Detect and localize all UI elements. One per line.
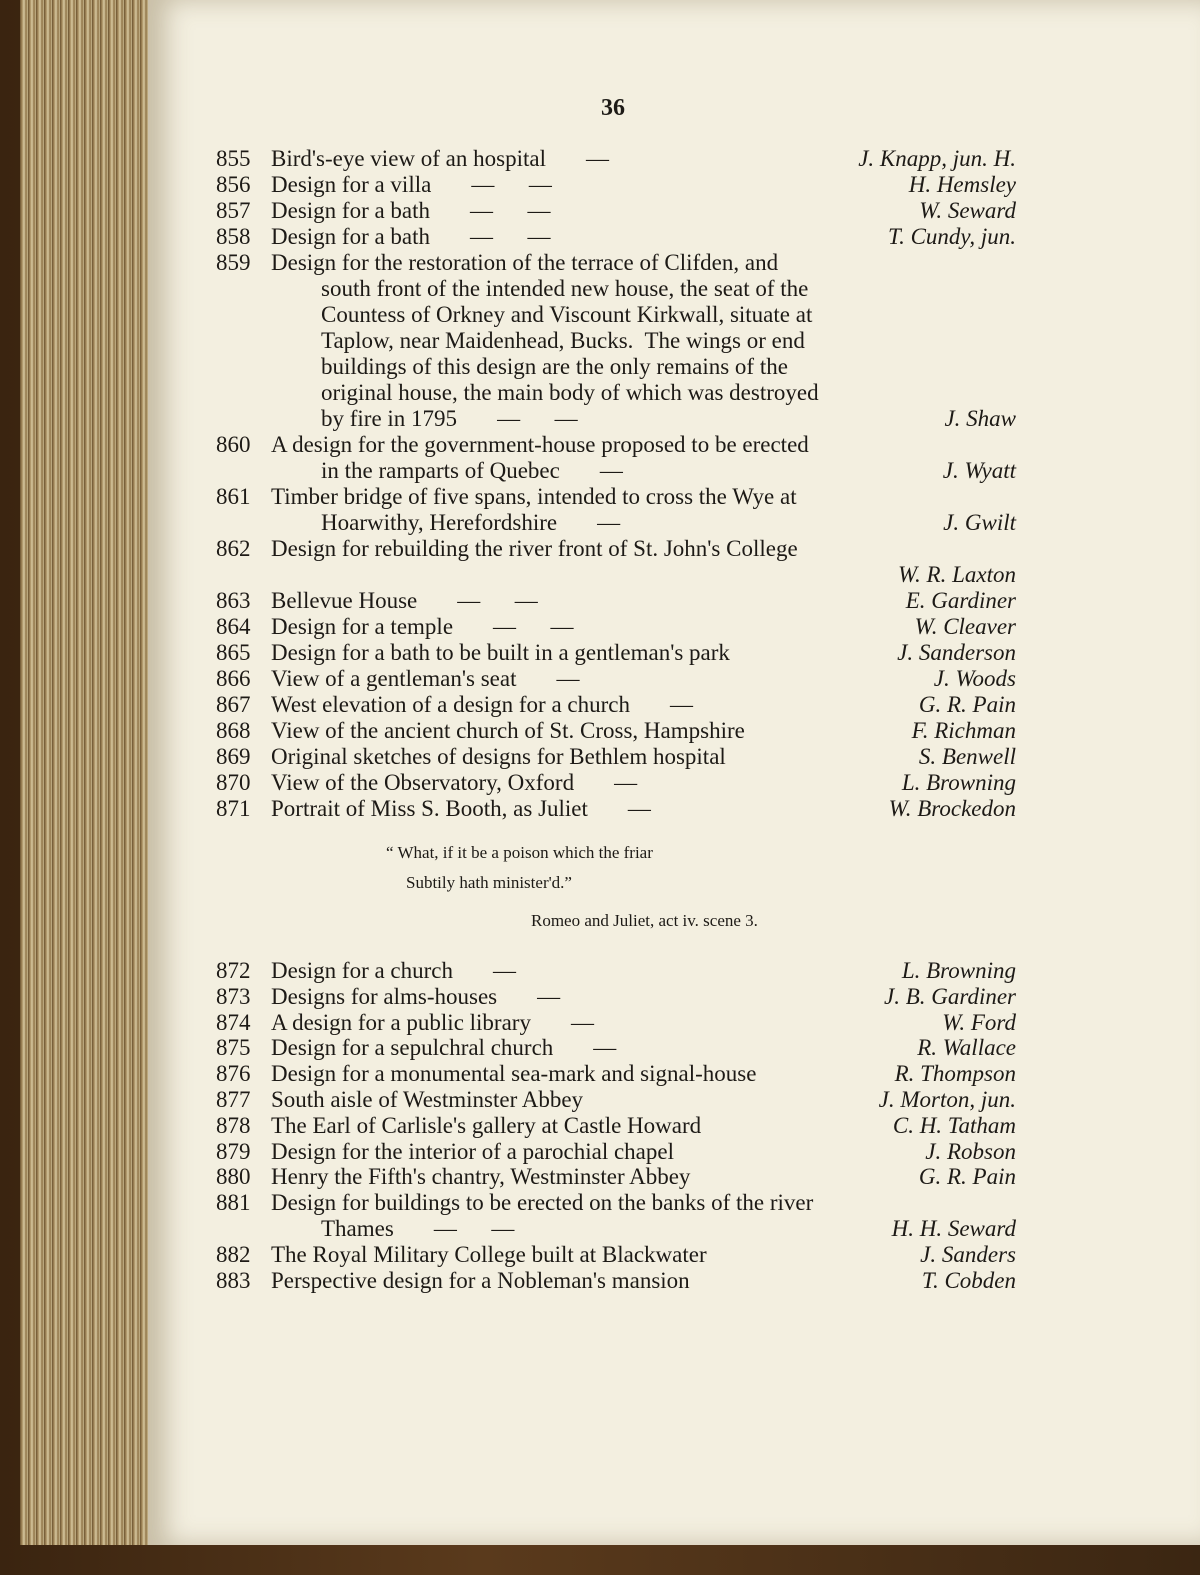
catalogue-entry xyxy=(216,1061,1016,1087)
entry-title: West elevation of a design for a church xyxy=(271,692,630,717)
entry-title-line xyxy=(216,1010,1016,1036)
entry-number: 873 xyxy=(216,983,251,1009)
entry-title-line xyxy=(216,198,1016,224)
entry-number: 864 xyxy=(216,614,251,639)
entry-title: Designs for alms-houses xyxy=(271,983,498,1009)
entry-title: Design for a bath xyxy=(271,224,431,249)
entry-title-line xyxy=(216,484,1016,510)
entry-title: Perspective design for a Nobleman's mansion xyxy=(271,1267,690,1293)
entry-author: G. R. Pain xyxy=(918,692,1016,717)
entry-title: Design for a church xyxy=(271,958,454,983)
entry-author: J. Morton, jun. xyxy=(878,1086,1016,1112)
entry-author: J. Shaw xyxy=(944,406,1016,431)
catalogue-entry xyxy=(216,770,1016,796)
dash-leader: — xyxy=(537,983,561,1009)
page-number: 36 xyxy=(601,95,625,121)
entry-number: 875 xyxy=(216,1035,251,1061)
entry-title: A design for the government-house proposed to be erected xyxy=(271,432,809,457)
entry-title: The Earl of Carlisle's gallery at Castle Howard xyxy=(271,1112,702,1138)
catalogue-entry xyxy=(216,718,1016,744)
entry-number: 881 xyxy=(216,1190,251,1216)
dash-leader: — — xyxy=(470,224,551,249)
dash-leader: — xyxy=(493,958,517,983)
entry-number: 855 xyxy=(216,146,251,171)
entry-author: J. Wyatt xyxy=(942,458,1016,483)
entry-title: original house, the main body of which was destroyed xyxy=(321,380,819,405)
catalogue-entry xyxy=(216,1164,1016,1190)
entry-title: Design for a villa xyxy=(271,172,432,197)
catalogue-entry xyxy=(216,1010,1016,1036)
catalogue-entry xyxy=(216,484,1016,536)
entry-author: J. Knapp, jun. H. xyxy=(858,146,1016,171)
catalogue-entry xyxy=(216,224,1016,250)
entry-title-line xyxy=(216,614,1016,640)
entry-title-line xyxy=(216,1242,1016,1268)
entry-title: Design for the interior of a parochial chapel xyxy=(271,1138,674,1164)
entry-title: Design for buildings to be erected on the banks of the river xyxy=(271,1190,814,1216)
entry-title: Design for a bath to be built in a gentleman's park xyxy=(271,640,730,665)
entry-author: T. Cobden xyxy=(921,1267,1016,1293)
dash-leader: — xyxy=(585,146,609,171)
entry-title: south front of the intended new house, the seat of the xyxy=(321,276,809,301)
catalogue-entry xyxy=(216,172,1016,198)
entry-title-line xyxy=(216,328,1016,354)
entry-author: L. Browning xyxy=(901,770,1016,795)
entry-title: Bird's-eye view of an hospital xyxy=(271,146,546,171)
entry-title: Henry the Fifth's chantry, Westminster Abbey xyxy=(271,1164,691,1190)
entry-number: 879 xyxy=(216,1138,251,1164)
entry-title-line xyxy=(216,1035,1016,1061)
catalogue-entry xyxy=(216,536,1016,588)
dash-leader: — xyxy=(614,770,638,795)
entry-title: View of the ancient church of St. Cross, Hampshire xyxy=(271,718,745,743)
entry-author: W. Ford xyxy=(942,1009,1016,1035)
entry-number: 856 xyxy=(216,172,251,197)
catalogue-entry xyxy=(216,744,1016,770)
entry-author: J. Sanderson xyxy=(897,640,1016,665)
page-content xyxy=(216,0,1016,1545)
entry-author: L. Browning xyxy=(901,958,1016,983)
entry-number: 877 xyxy=(216,1086,251,1112)
entry-number: 882 xyxy=(216,1241,251,1267)
entry-title: Thames xyxy=(321,1215,394,1241)
entry-author: G. R. Pain xyxy=(918,1164,1016,1190)
entry-number: 876 xyxy=(216,1061,251,1087)
entry-number: 858 xyxy=(216,224,251,249)
entry-title: Bellevue House xyxy=(271,588,418,613)
entry-author: T. Cundy, jun. xyxy=(887,224,1016,249)
dash-leader: — — xyxy=(493,614,574,639)
entry-author: W. Brockedon xyxy=(888,796,1016,821)
entry-title: Design for the restoration of the terrace of Clifden, and xyxy=(271,250,779,275)
entry-title-line xyxy=(216,406,1016,432)
catalogue-entry xyxy=(216,958,1016,984)
entry-number: 880 xyxy=(216,1164,251,1190)
entry-title: Original sketches of designs for Bethlem hospital xyxy=(271,744,726,769)
dash-leader: — — xyxy=(433,1215,515,1241)
dash-leader: — xyxy=(556,666,580,691)
entry-title-line xyxy=(216,1190,1016,1216)
entry-title-line xyxy=(216,432,1016,458)
entry-number: 861 xyxy=(216,484,251,509)
entry-number: 863 xyxy=(216,588,251,613)
entry-author: H. H. Seward xyxy=(891,1215,1016,1241)
entry-author: R. Thompson xyxy=(894,1061,1016,1087)
entry-author: J. Robson xyxy=(925,1138,1016,1164)
entry-author: H. Hemsley xyxy=(908,172,1016,197)
dash-leader: — xyxy=(669,692,693,717)
entry-number: 871 xyxy=(216,796,251,821)
catalogue-entry xyxy=(216,198,1016,224)
entry-title-line xyxy=(216,1139,1016,1165)
entry-author: J. Sanders xyxy=(920,1241,1016,1267)
entry-number: 860 xyxy=(216,432,251,457)
entry-title-line xyxy=(216,250,1016,276)
entry-title: Portrait of Miss S. Booth, as Juliet xyxy=(271,796,588,821)
catalogue-entries-continued xyxy=(216,958,1016,1293)
entry-number: 866 xyxy=(216,666,251,691)
entry-title: buildings of this design are the only remains of the xyxy=(321,354,788,379)
dash-leader: — xyxy=(570,1009,594,1035)
entry-author: W. R. Laxton xyxy=(898,562,1016,587)
catalogue-entry xyxy=(216,614,1016,640)
entry-title: View of the Observatory, Oxford xyxy=(271,770,575,795)
entry-number: 857 xyxy=(216,198,251,223)
catalogue-entry xyxy=(216,1190,1016,1242)
entry-number: 872 xyxy=(216,958,251,983)
entry-title-line xyxy=(216,770,1016,796)
catalogue-entry xyxy=(216,692,1016,718)
catalogue-entry xyxy=(216,666,1016,692)
entry-title-line xyxy=(216,744,1016,770)
quote-source: Romeo and Juliet, act iv. scene 3. xyxy=(531,911,758,930)
quotation xyxy=(216,838,1016,936)
catalogue-entry xyxy=(216,1113,1016,1139)
entry-title: Taplow, near Maidenhead, Bucks. The wings or end xyxy=(321,328,805,353)
entry-title: in the ramparts of Quebec xyxy=(321,458,560,483)
catalogue-entry xyxy=(216,640,1016,666)
catalogue-entry xyxy=(216,146,1016,172)
dash-leader: — — xyxy=(471,172,552,197)
entry-title-line xyxy=(216,640,1016,666)
entry-title: A design for a public library xyxy=(271,1009,531,1035)
dash-leader: — xyxy=(599,458,623,483)
catalogue-entry xyxy=(216,1268,1016,1294)
quote-line: Subtily hath minister'd.” xyxy=(406,873,572,892)
entry-title: Design for a bath xyxy=(271,198,431,223)
entry-title-line xyxy=(216,1164,1016,1190)
entry-title-line xyxy=(216,302,1016,328)
entry-number: 883 xyxy=(216,1267,251,1293)
dash-leader: — xyxy=(593,1035,617,1061)
entry-title-line xyxy=(216,380,1016,406)
entry-title: Design for rebuilding the river front of St. John's College xyxy=(271,536,798,561)
entry-title: Design for a temple xyxy=(271,614,454,639)
entry-title-line xyxy=(216,276,1016,302)
entry-title-line xyxy=(216,354,1016,380)
entry-author: J. Woods xyxy=(933,666,1016,691)
entry-number: 865 xyxy=(216,640,251,665)
entry-title: View of a gentleman's seat xyxy=(271,666,517,691)
page-edges xyxy=(20,0,152,1545)
entry-author: J. Gwilt xyxy=(943,510,1016,535)
entry-author: E. Gardiner xyxy=(905,588,1016,613)
catalogue-entry xyxy=(216,796,1016,822)
entry-author: R. Wallace xyxy=(917,1035,1016,1061)
entry-title-line xyxy=(216,172,1016,198)
entry-title-line xyxy=(216,510,1016,536)
catalogue-entry xyxy=(216,1139,1016,1165)
catalogue-entry xyxy=(216,432,1016,484)
entry-author: W. Seward xyxy=(919,198,1016,223)
quote-line: “ What, if it be a poison which the friar xyxy=(386,843,653,862)
entry-number: 874 xyxy=(216,1009,251,1035)
entry-author: C. H. Tatham xyxy=(892,1112,1016,1138)
entry-author: S. Benwell xyxy=(918,744,1016,769)
dash-leader: — xyxy=(597,510,621,535)
entry-number: 870 xyxy=(216,770,251,795)
catalogue-entry xyxy=(216,1242,1016,1268)
entry-title-line xyxy=(216,588,1016,614)
entry-title: Design for a monumental sea-mark and signal-house xyxy=(271,1061,757,1087)
entry-title-line xyxy=(216,1268,1016,1294)
catalogue-entry xyxy=(216,1087,1016,1113)
entry-author: W. Cleaver xyxy=(914,614,1016,639)
entry-number: 867 xyxy=(216,692,251,717)
entry-title-line xyxy=(216,666,1016,692)
entry-number: 869 xyxy=(216,744,251,769)
entry-title: Timber bridge of five spans, intended to cross the Wye at xyxy=(271,484,797,509)
entry-title: South aisle of Westminster Abbey xyxy=(271,1086,584,1112)
catalogue-entry xyxy=(216,984,1016,1010)
entry-title: Design for a sepulchral church xyxy=(271,1035,554,1061)
entry-number: 878 xyxy=(216,1112,251,1138)
entry-title: Countess of Orkney and Viscount Kirkwall, situate at xyxy=(321,302,813,327)
entry-author: F. Richman xyxy=(911,718,1016,743)
entry-number: 868 xyxy=(216,718,251,743)
catalogue-entries xyxy=(216,146,1016,822)
entry-title: by fire in 1795 xyxy=(321,406,458,431)
entry-title: The Royal Military College built at Blackwater xyxy=(271,1241,707,1267)
dash-leader: — — xyxy=(470,198,551,223)
entry-title-line xyxy=(216,458,1016,484)
entry-title-line xyxy=(216,536,1016,562)
entry-title: Hoarwithy, Herefordshire xyxy=(321,510,558,535)
entry-title-line xyxy=(216,718,1016,744)
entry-title-line xyxy=(216,958,1016,984)
entry-number: 859 xyxy=(216,250,251,275)
dash-leader: — — xyxy=(457,588,538,613)
entry-number: 862 xyxy=(216,536,251,561)
catalogue-entry xyxy=(216,588,1016,614)
dash-leader: — xyxy=(627,796,651,821)
entry-author: J. B. Gardiner xyxy=(883,983,1016,1009)
catalogue-entry xyxy=(216,1035,1016,1061)
catalogue-entry xyxy=(216,250,1016,432)
entry-title-line xyxy=(216,692,1016,718)
dash-leader: — — xyxy=(497,406,578,431)
